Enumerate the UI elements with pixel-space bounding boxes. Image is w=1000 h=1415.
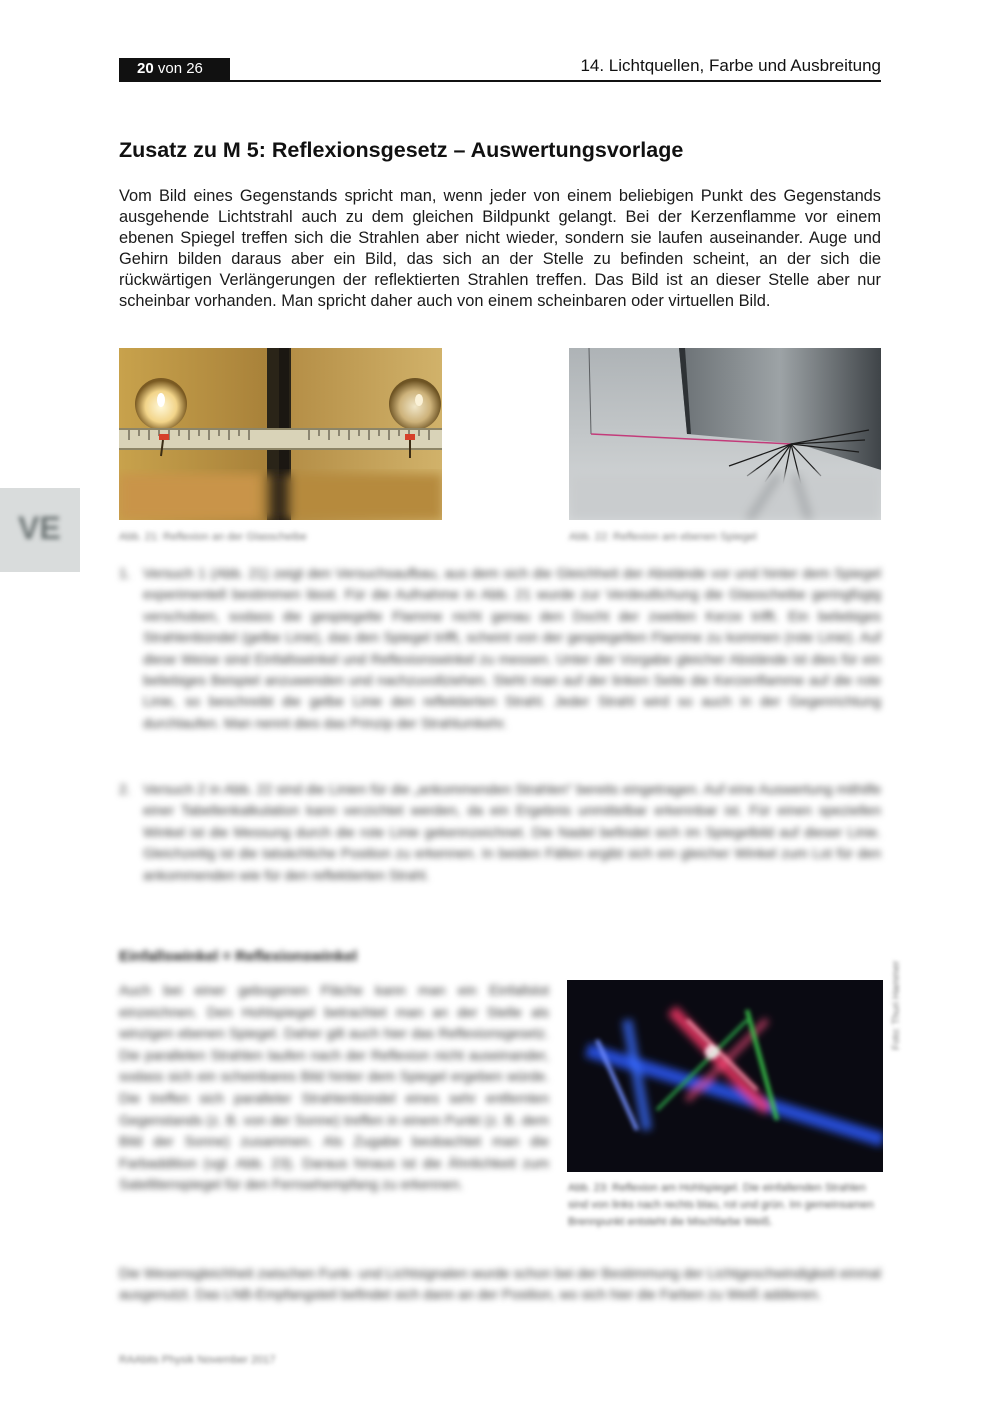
page-total: von 26: [157, 60, 203, 77]
chapter-title: 14. Lichtquellen, Farbe und Ausbreitung: [580, 56, 881, 75]
figure-caption-left: Abb. 21: Reflexion an der Glasscheibe: [119, 531, 307, 543]
photo-credit: Foto: Thuri Hammer: [891, 960, 902, 1050]
page-number-box: [119, 58, 230, 80]
task-item-2: 2. Versuch 2 in Abb. 22 sind die Linien für die „ankommenden Strahlen" bereits eingetragen. Auf eine Auswertung mithilfe einer Tabellenkalkulation kann verzichtet werden, da ein Ergebnis unmittelbar erkennbar ist. Für einen speziellen Winkel ist die Messung durch die rote Linie gekennzeichnet. Die Nadel befindet sich im Spiegelbild auf dieser Linie. Gleichzeitig ist die tatsächliche Position zu erkennen. In beiden Fällen ergibt sich ein gleicher Winkel zum Lot für den ankommenden wie für den reflektierten Strahl.: [119, 781, 881, 883]
curved-mirror-paragraph: Auch bei einer gebogenen Fläche kann man ein Einfallslot einzeichnen. Den Hohlspiegel betrachtet man an der Stelle als winzigen ebenen Spiegel. Daher gilt auch hier das Reflexionsgesetz. Die parallelen Strahlen laufen nach der Reflexion nicht auseinander, sodass sich ein scheinbares Bild hinter dem Spiegel ergeben würde. Die treffen sich paralleler Strahlenbündel eines sehr entfernten Gegenstands (z. B. von der Sonne) treffen in einem Punkt (z. B. dem Bild der Sonne) zusammen. Als Zugabe beobachtet man die Farbaddition (vgl. Abb. 23). Daraus hinaus ist die Ähnlichkeit zum Satellitenspiegel für den Fernsehempfang zu erkennen.: [119, 982, 549, 1193]
header-rule: [119, 80, 881, 82]
tealight-mirror-photo-graphic: [119, 348, 442, 520]
color-rays-photo: [567, 980, 883, 1172]
side-tab-label: VE: [18, 510, 61, 546]
page-number: 20: [137, 60, 154, 77]
intro-paragraph: Vom Bild eines Gegenstands spricht man, wenn jeder von einem beliebigen Punkt des Gegenstands ausgehende Lichtstrahl auch zu dem gleichen Bildpunkt gelangt. Bei der Kerzenflamme vor einem ebenen Spiegel treffen sich die Strahlen aber nicht wieder, sondern sie laufen auseinander. Auge und Gehirn bilden daraus aber ein Bild, das sich an der Stelle zu befinden scheint, an der sich die rückwärtigen Verlängerungen der reflektierten Strahlen treffen. Das Bild ist an dieser Stelle aber nur scheinbar vorhanden. Man spricht daher auch von einem scheinbaren oder virtuellen Bild.: [119, 187, 881, 311]
page-footer: RAAbits Physik November 2017: [119, 1354, 276, 1366]
task-item-1: 1. Versuch 1 (Abb. 21) zeigt den Versuchsaufbau, aus dem sich die Gleichheit der Abstände vor und hinter dem Spiegel experimentell bestimmen lässt. Für die Aufnahme in Abb. 21 wurde zur Verdeutlichung die Glasscheibe geringfügig verschoben, sodass die gespiegelte Flamme nicht genau den Docht der zweiten Kerze trifft. Ein beliebiges Strahlenbündel (gelbe Linie), das den Spiegel trifft, scheint von der gespiegelten Flamme zu kommen (rote Linie). Auf diese Weise sind Einfallswinkel und Reflexionswinkel zu messen. Unter der Vorgabe gleicher Abstände ist dies für ein beliebiges Beispiel anzuwenden und nachzuvollziehen. Steht man auf der linken Seite die Kerzenflamme auf die rote Linie, so beschreibt die gelbe Linie den reflektierten Strahl. Jeder Strahl wird so auch in der Gegenrichtung durchlaufen. Man nennt dies das Prinzip der Strahlumkehr.: [119, 565, 881, 731]
tealight-mirror-photo: [119, 348, 442, 520]
side-tab: [0, 488, 80, 572]
figure-caption-right: Abb. 22: Reflexion am ebenen Spiegel: [569, 531, 757, 543]
closing-paragraph: Die Wesensgleichheit zwischen Funk- und Lichtsignalen wurde schon bei der Bestimmung der Lichtgeschwindigkeit einmal ausgenutzt. Das LNB-Empfangsteil befindet sich dann an der Position, wo sich hier die Farben zu Weiß addieren.: [119, 1265, 881, 1303]
page-header: [119, 56, 881, 82]
figure-caption-rays: Abb. 23: Reflexion am Hohlspiegel. Die einfallenden Strahlen sind von links nach rechts blau, rot und grün. Im gemeinsamen Brennpunkt entsteht die Mischfarbe Weiß.: [568, 1182, 874, 1228]
plane-mirror-photo-graphic: [569, 348, 881, 520]
color-rays-graphic: [567, 980, 883, 1172]
section-subheading: Einfallswinkel = Reflexionswinkel: [119, 948, 358, 965]
page-title: Zusatz zu M 5: Reflexionsgesetz – Auswertungsvorlage: [119, 138, 684, 162]
plane-mirror-photo: [569, 348, 881, 520]
